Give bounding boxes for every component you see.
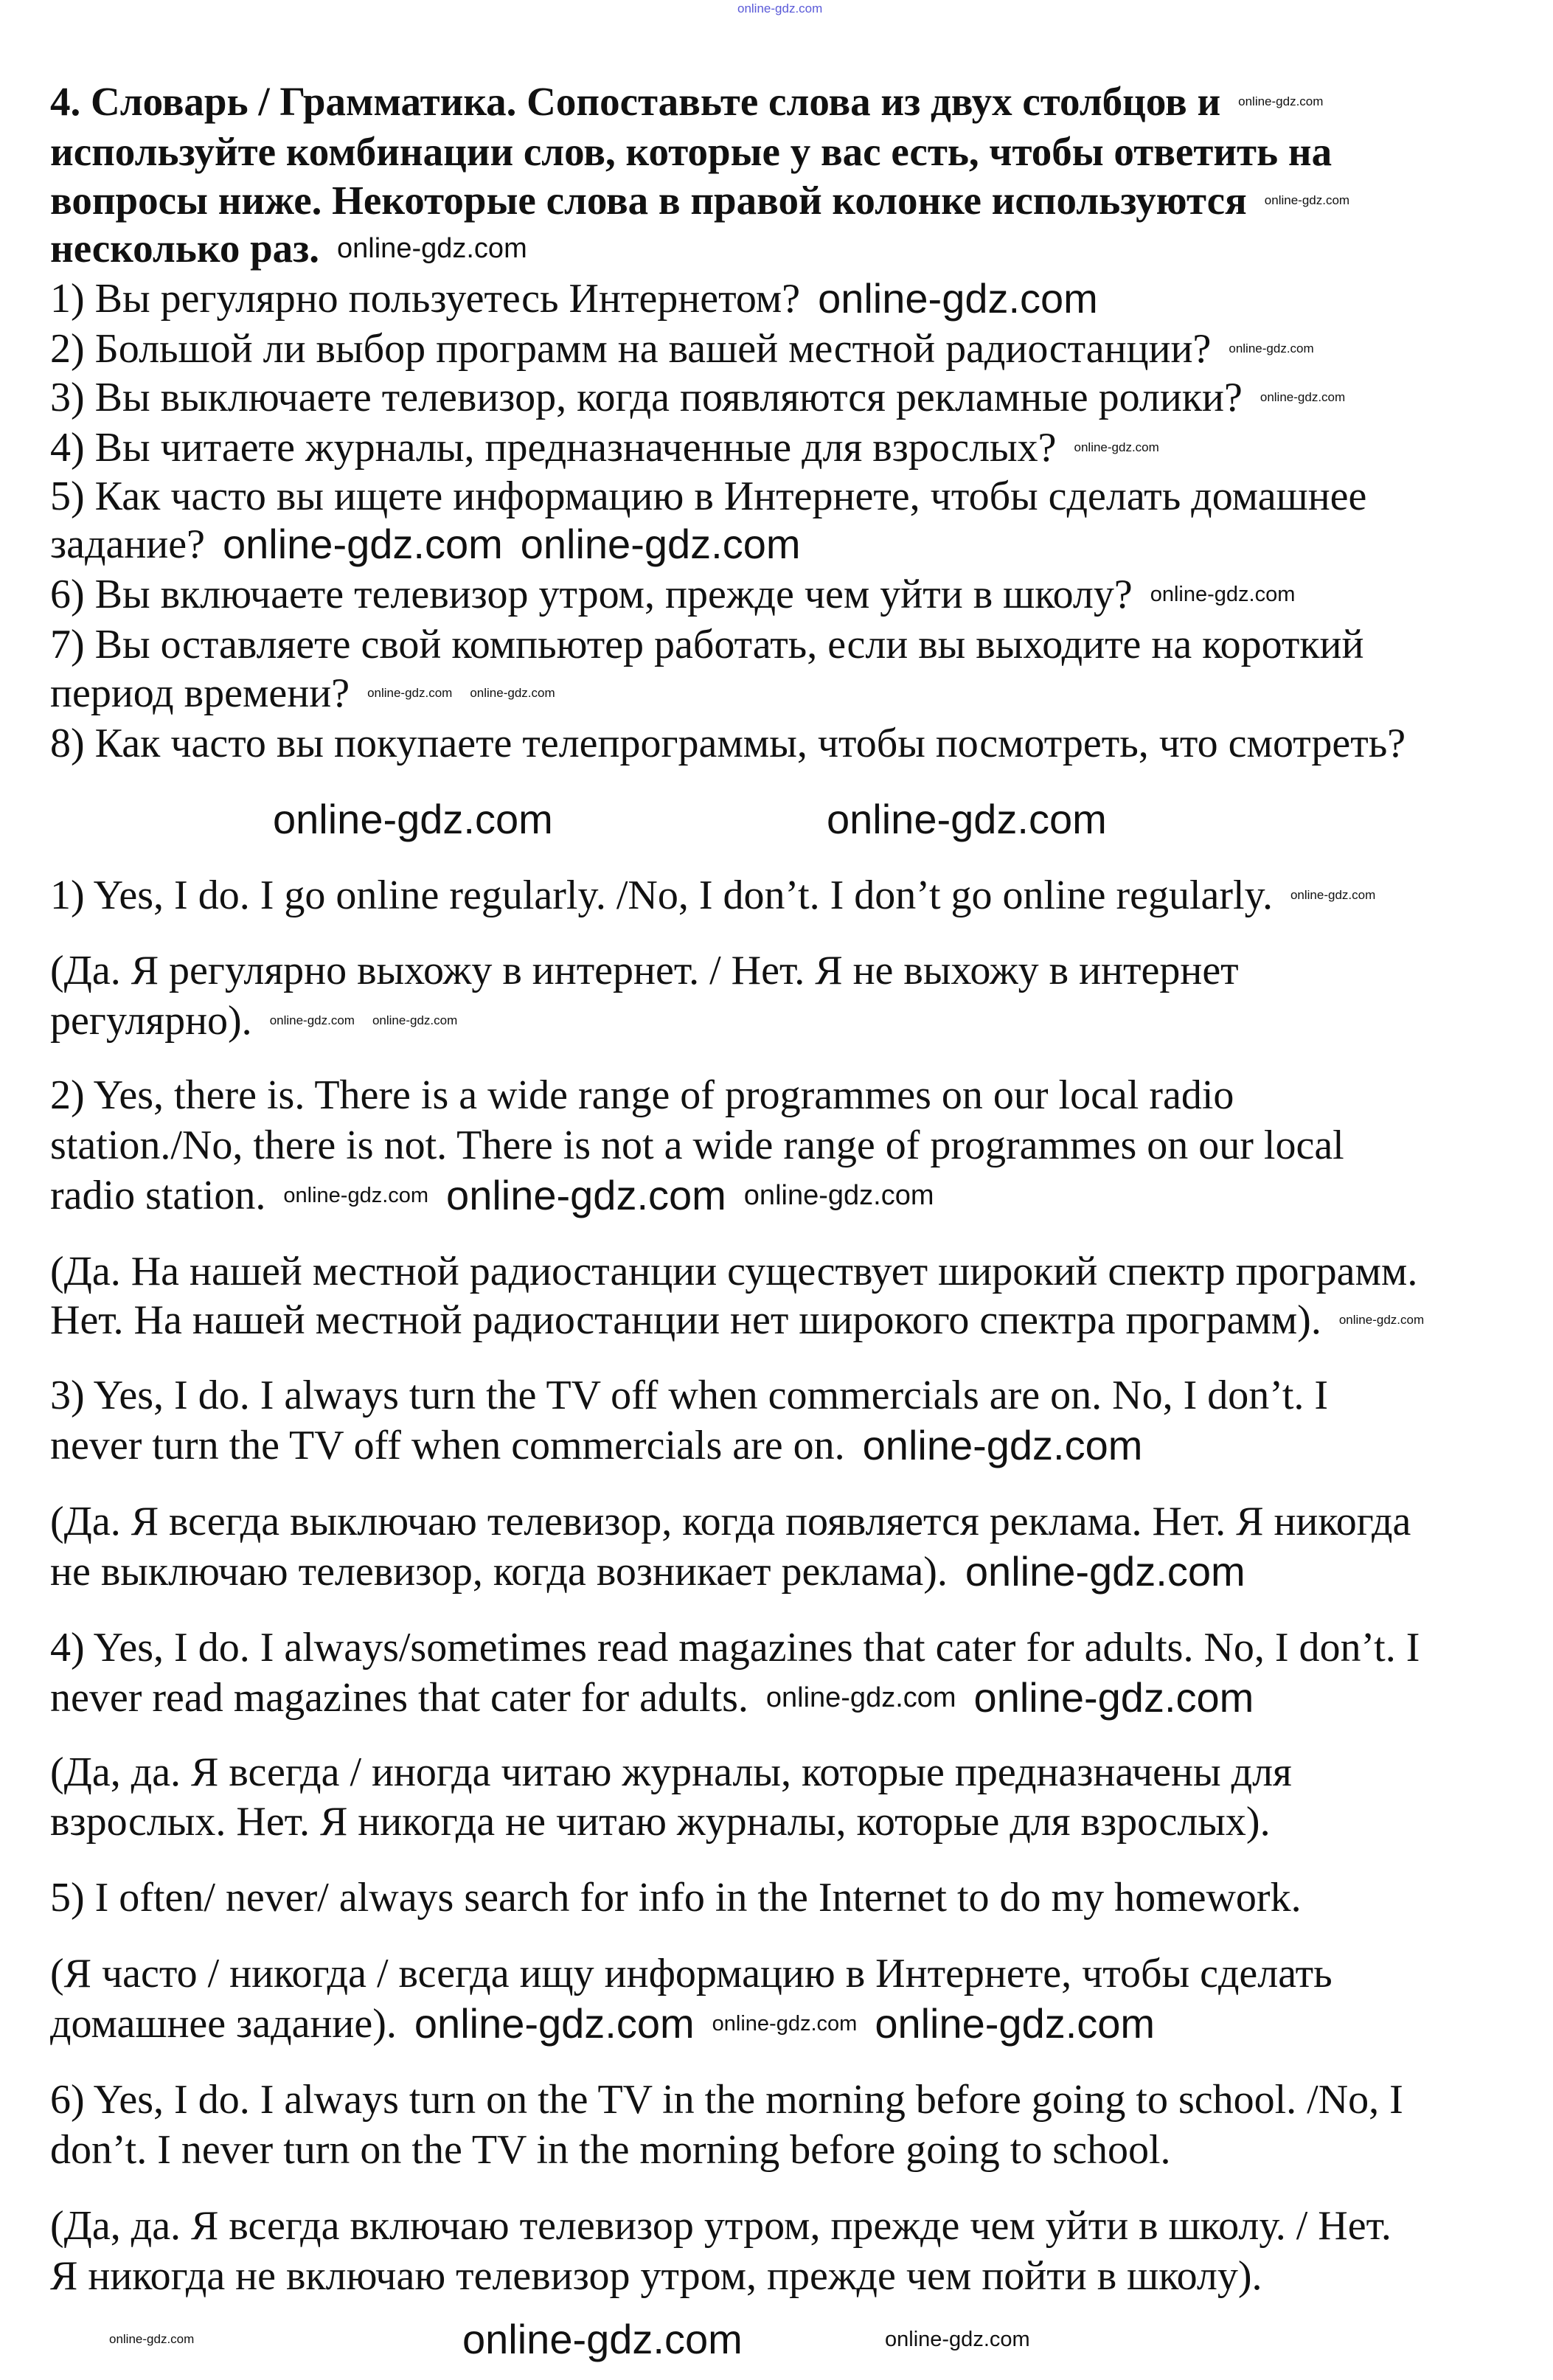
task-title-line: вопросы ниже. Некоторые слова в правой колонке используются: [50, 178, 1247, 223]
watermark: online-gdz.com: [367, 686, 453, 700]
answer-line: взрослых. Нет. Я никогда не читаю журналы, которые для взрослых).: [50, 1799, 1271, 1845]
watermark: online-gdz.com: [222, 521, 503, 567]
watermark: online-gdz.com: [337, 233, 527, 264]
answer-line: (Да, да. Я всегда включаю телевизор утром, прежде чем уйти в школу. / Нет.: [50, 2203, 1392, 2249]
question-line: 1) Вы регулярно пользуетесь Интернетом?: [50, 276, 801, 322]
watermark: online-gdz.com: [862, 1422, 1143, 1468]
watermark: online-gdz.com: [1238, 94, 1324, 108]
watermark: online-gdz.com: [827, 796, 1107, 842]
watermark: online-gdz.com: [712, 2012, 858, 2036]
answer-line: домашнее задание).: [50, 2001, 397, 2047]
task-title-line: 4. Словарь / Грамматика. Сопоставьте слова из двух столбцов и: [50, 79, 1221, 124]
answer-line: 2) Yes, there is. There is a wide range of programmes on our local radio: [50, 1072, 1234, 1118]
answer-line: (Да. На нашей местной радиостанции существует широкий спектр программ.: [50, 1249, 1418, 1294]
watermark: online-gdz.com: [1338, 1313, 1425, 1327]
watermark: online-gdz.com: [765, 1682, 956, 1713]
question-line: 4) Вы читаете журналы, предназначенные для взрослых?: [50, 425, 1057, 471]
answer-line: регулярно).: [50, 998, 252, 1044]
question-line: 7) Вы оставляете свой компьютер работать, если вы выходите на короткий: [50, 622, 1364, 667]
answer-line: (Я часто / никогда / всегда ищу информацию в Интернете, чтобы сделать: [50, 1951, 1333, 1996]
answer-line: (Да. Я регулярно выхожу в интернет. / Нет. Я не выхожу в интернет: [50, 948, 1239, 993]
answer-line: 6) Yes, I do. I always turn on the TV in the morning before going to school. /No, I: [50, 2077, 1403, 2123]
watermark: online-gdz.com: [520, 521, 801, 567]
watermark: online-gdz.com: [965, 1548, 1245, 1595]
watermark: online-gdz.com: [1074, 440, 1159, 454]
watermark: online-gdz.com: [1150, 583, 1296, 606]
watermark: online-gdz.com: [1229, 341, 1314, 355]
answer-line: 3) Yes, I do. I always turn the TV off when commercials are on. No, I don’t. I: [50, 1373, 1329, 1418]
question-line: 3) Вы выключаете телевизор, когда появляются рекламные ролики?: [50, 375, 1243, 420]
answer-line: Нет. На нашей местной радиостанции нет широкого спектра программ).: [50, 1297, 1321, 1343]
watermark: online-gdz.com: [1260, 390, 1346, 404]
watermark: online-gdz.com: [1290, 888, 1376, 902]
answer-line: 1) Yes, I do. I go online regularly. /No, I don’t. I don’t go online regularly.: [50, 872, 1273, 918]
watermark: online-gdz.com: [973, 1674, 1254, 1721]
answer-line: 4) Yes, I do. I always/sometimes read magazines that cater for adults. No, I don’t. I: [50, 1625, 1420, 1670]
answer-line: never turn the TV off when commercials are on.: [50, 1423, 845, 1468]
watermark: online-gdz.com: [1264, 193, 1350, 207]
watermark: online-gdz.com: [446, 1172, 726, 1218]
answer-line: Я никогда не включаю телевизор утром, прежде чем пойти в школу).: [50, 2253, 1262, 2299]
question-line: 6) Вы включаете телевизор утром, прежде чем уйти в школу?: [50, 572, 1133, 617]
question-line: 2) Большой ли выбор программ на вашей местной радиостанции?: [50, 326, 1212, 372]
watermark: online-gdz.com: [269, 1013, 355, 1027]
watermark: online-gdz.com: [414, 2000, 695, 2047]
watermark: online-gdz.com: [462, 2316, 743, 2362]
watermark: online-gdz.com: [109, 2332, 195, 2346]
question-line: задание?: [50, 521, 205, 567]
answer-line: (Да, да. Я всегда / иногда читаю журналы, которые предназначены для: [50, 1749, 1292, 1795]
question-line: 8) Как часто вы покупаете телепрограммы, чтобы посмотреть, что смотреть?: [50, 721, 1406, 766]
task-title-line: используйте комбинации слов, которые у вас есть, чтобы ответить на: [50, 129, 1333, 174]
watermark: online-gdz.com: [372, 1013, 458, 1027]
watermark: online-gdz.com: [283, 1184, 429, 1207]
answer-line: не выключаю телевизор, когда возникает реклама).: [50, 1549, 948, 1595]
watermark: online-gdz.com: [743, 1180, 934, 1211]
answer-line: never read magazines that cater for adults.: [50, 1675, 748, 1721]
answer-line: radio station.: [50, 1173, 266, 1218]
task-title-line: несколько раз.: [50, 226, 320, 271]
watermark: online-gdz.com: [737, 1, 823, 15]
question-line: период времени?: [50, 670, 350, 716]
watermark: online-gdz.com: [273, 796, 553, 842]
watermark: online-gdz.com: [885, 2328, 1030, 2351]
answer-line: station./No, there is not. There is not a wide range of programmes on our local: [50, 1123, 1344, 1168]
answer-line: (Да. Я всегда выключаю телевизор, когда появляется реклама. Нет. Я никогда: [50, 1499, 1411, 1544]
watermark: online-gdz.com: [470, 686, 555, 700]
question-line: 5) Как часто вы ищете информацию в Интернете, чтобы сделать домашнее: [50, 473, 1367, 519]
watermark: online-gdz.com: [875, 2000, 1156, 2047]
answer-line: 5) I often/ never/ always search for info in the Internet to do my homework.: [50, 1875, 1302, 1921]
watermark: online-gdz.com: [818, 275, 1098, 322]
answer-line: don’t. I never turn on the TV in the morning before going to school.: [50, 2127, 1171, 2173]
